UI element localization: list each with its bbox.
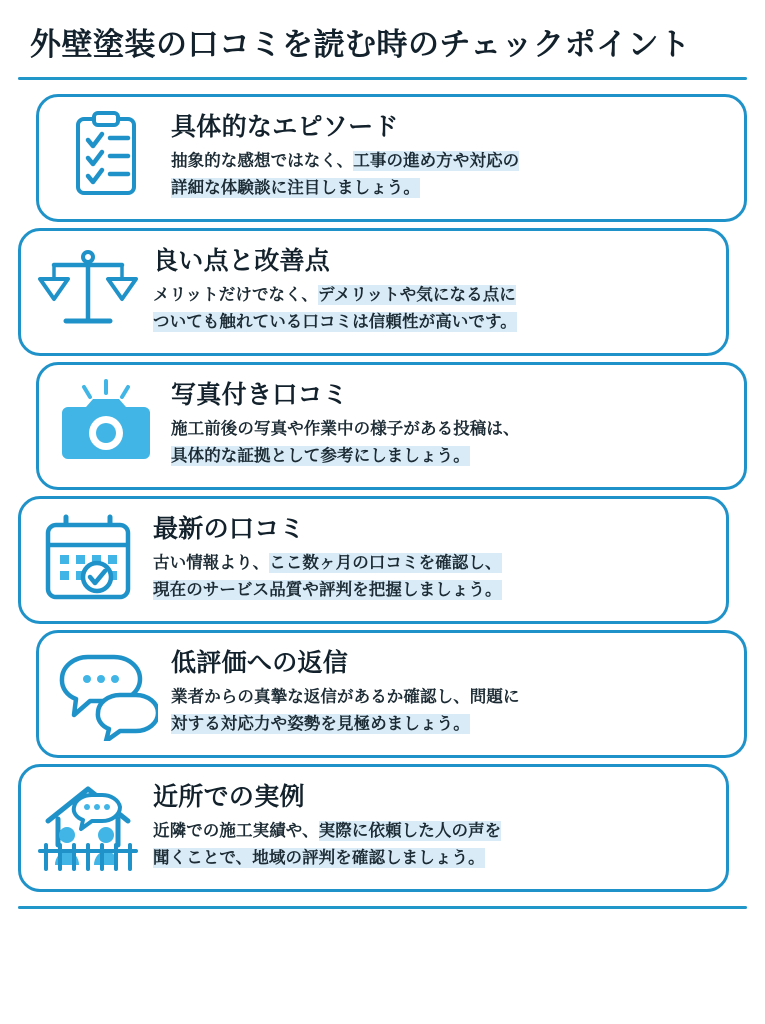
- header: [18, 0, 747, 80]
- checkpoint-card-6: [18, 764, 729, 892]
- desc-part-plain: メリットだけでなく、: [153, 285, 319, 304]
- desc-part-highlight-1: 工事の進め方や対応の: [353, 151, 520, 170]
- checkpoint-card-5: [36, 630, 747, 758]
- desc-part-plain: 古い情報より、: [153, 553, 270, 572]
- card-body: [153, 783, 716, 871]
- checklist-icon: [47, 105, 165, 209]
- card-description: [171, 416, 730, 469]
- desc-part-highlight-2: 現在のサービス品質や評判を把握しましょう。: [153, 580, 502, 599]
- card-description: [171, 684, 730, 737]
- desc-part-plain: 施工前後の写真や作業中の様子がある投稿は、: [171, 419, 520, 438]
- card-body: [171, 649, 734, 737]
- checkpoint-card-3: [36, 362, 747, 490]
- header-divider: [18, 77, 747, 80]
- desc-part-highlight-1: 実際に依頼した人の声を: [318, 821, 502, 840]
- card-description: [171, 148, 730, 201]
- desc-part-plain: 業者からの真摯な返信があるか確認し、問題に: [171, 687, 520, 706]
- camera-icon: [47, 373, 165, 477]
- card-description: [153, 282, 712, 335]
- checkpoint-card-2: [18, 228, 729, 356]
- footer-divider: [18, 906, 747, 909]
- card-body: [171, 113, 734, 201]
- checkpoint-list: [18, 94, 747, 892]
- neighborhood-house-icon: [29, 775, 147, 879]
- card-description: [153, 550, 712, 603]
- card-description: [153, 818, 712, 871]
- desc-part-highlight-2: 聞くことで、地域の評判を確認しましょう。: [153, 848, 485, 867]
- page-title: 外壁塗装の口コミを読む時のチェックポイント: [30, 27, 691, 62]
- card-title: 最新の口コミ: [153, 515, 305, 544]
- card-title: 具体的なエピソード: [171, 113, 399, 142]
- desc-part-highlight-1: ここ数ヶ月の口コミを確認し、: [269, 553, 502, 572]
- card-title: 近所での実例: [153, 783, 305, 812]
- card-title: 良い点と改善点: [153, 247, 331, 276]
- card-body: [153, 247, 716, 335]
- balance-scale-icon: [29, 239, 147, 343]
- calendar-icon: [29, 507, 147, 611]
- desc-part-highlight-2: 対する対応力や姿勢を見極めましょう。: [171, 714, 470, 733]
- desc-part-plain: 近隣での施工実績や、: [153, 821, 319, 840]
- desc-part-highlight-1: デメリットや気になる点に: [318, 285, 516, 304]
- card-body: [171, 381, 734, 469]
- checkpoint-card-4: [18, 496, 729, 624]
- speech-bubbles-icon: [47, 641, 165, 745]
- card-title: 低評価への返信: [171, 649, 349, 678]
- desc-part-highlight-2: 詳細な体験談に注目しましょう。: [171, 178, 420, 197]
- card-body: [153, 515, 716, 603]
- desc-part-highlight-2: 具体的な証拠として参考にしましょう。: [171, 446, 470, 465]
- desc-part-highlight-2: ついても触れている口コミは信頼性が高いです。: [153, 312, 517, 331]
- desc-part-plain: 抽象的な感想ではなく、: [171, 151, 354, 170]
- checkpoint-card-1: [36, 94, 747, 222]
- card-title: 写真付き口コミ: [171, 381, 349, 410]
